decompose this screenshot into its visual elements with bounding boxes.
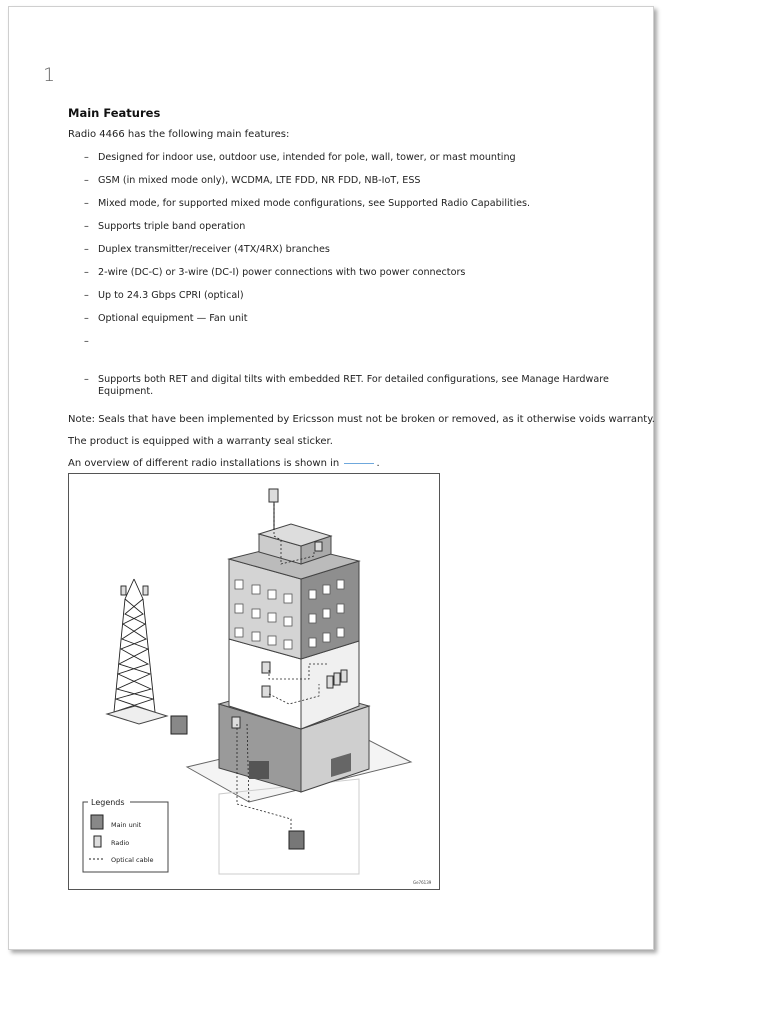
list-item: [84, 198, 614, 210]
page-number: 1: [43, 64, 56, 86]
overview-text: An overview of different radio installations is shown in .: [68, 458, 380, 469]
legend-radio: Radio: [111, 839, 130, 847]
bullet-dash: –: [84, 290, 89, 301]
legend-title: Legends: [91, 798, 125, 807]
seal-text: The product is equipped with a warranty seal sticker.: [68, 436, 333, 447]
tower-base: [107, 706, 167, 724]
note-text: Note: Seals that have been implemented by Ericsson must not be broken or removed, as it otherwise voids warranty.: [68, 414, 655, 425]
installation-figure: [68, 473, 440, 890]
installation-diagram: [69, 474, 439, 889]
lattice-tower: [114, 579, 155, 712]
bullet-dash: –: [84, 313, 89, 324]
bullet-dash: –: [84, 244, 89, 255]
door: [249, 761, 269, 779]
list-item: – GSM (in mixed mode only), WCDMA, LTE FDD, NR FDD, NB-IoT, ESS: [84, 175, 421, 186]
building-radio: [334, 673, 340, 685]
basement-main-unit: [289, 831, 304, 849]
list-item: [84, 336, 614, 348]
roof-radio: [269, 489, 278, 502]
feature-list: [84, 152, 614, 398]
intro-text: Radio 4466 has the following main features:: [68, 129, 290, 140]
list-item: – Supports triple band operation: [84, 221, 246, 232]
list-item: – Duplex transmitter/receiver (4TX/4RX) branches: [84, 244, 330, 255]
main-unit-icon: [91, 815, 103, 829]
figure-link[interactable]: [344, 462, 374, 464]
legend-optical-cable: Optical cable: [111, 856, 154, 864]
section-heading: Main Features: [68, 106, 161, 120]
bullet-dash: –: [84, 267, 89, 278]
feature-link-text[interactable]: Mixed mode, for supported mixed mode configurations, see Supported Radio Capabilities.: [98, 198, 531, 209]
bullet-dash: –: [84, 374, 89, 385]
list-item: [84, 374, 614, 398]
bullet-dash: –: [84, 175, 89, 186]
list-item: – Up to 24.3 Gbps CPRI (optical): [84, 290, 244, 301]
legend-main-unit: Main unit: [111, 821, 142, 829]
bullet-dash: –: [84, 152, 89, 163]
tower-main-unit: [171, 716, 187, 734]
bullet-dash: –: [84, 336, 89, 347]
building-radio: [327, 676, 333, 688]
building-radio: [262, 686, 270, 697]
radio-icon: [94, 836, 101, 847]
building-radio: [341, 670, 347, 682]
bullet-dash: –: [84, 221, 89, 232]
building-radio: [232, 717, 240, 728]
feature-link-text[interactable]: Supports both RET and digital tilts with embedded RET. For detailed configurations, see Manage Hardware Equipment.: [98, 374, 609, 397]
bullet-dash: –: [84, 198, 89, 209]
list-item: – Designed for indoor use, outdoor use, intended for pole, wall, tower, or mast mounting: [84, 152, 516, 163]
list-item: – Optional equipment — Fan unit: [84, 313, 248, 324]
list-item: – 2-wire (DC-C) or 3-wire (DC-I) power connections with two power connectors: [84, 267, 466, 278]
figure-id: Ge76139: [413, 880, 432, 885]
roof-box-radio: [315, 542, 322, 551]
